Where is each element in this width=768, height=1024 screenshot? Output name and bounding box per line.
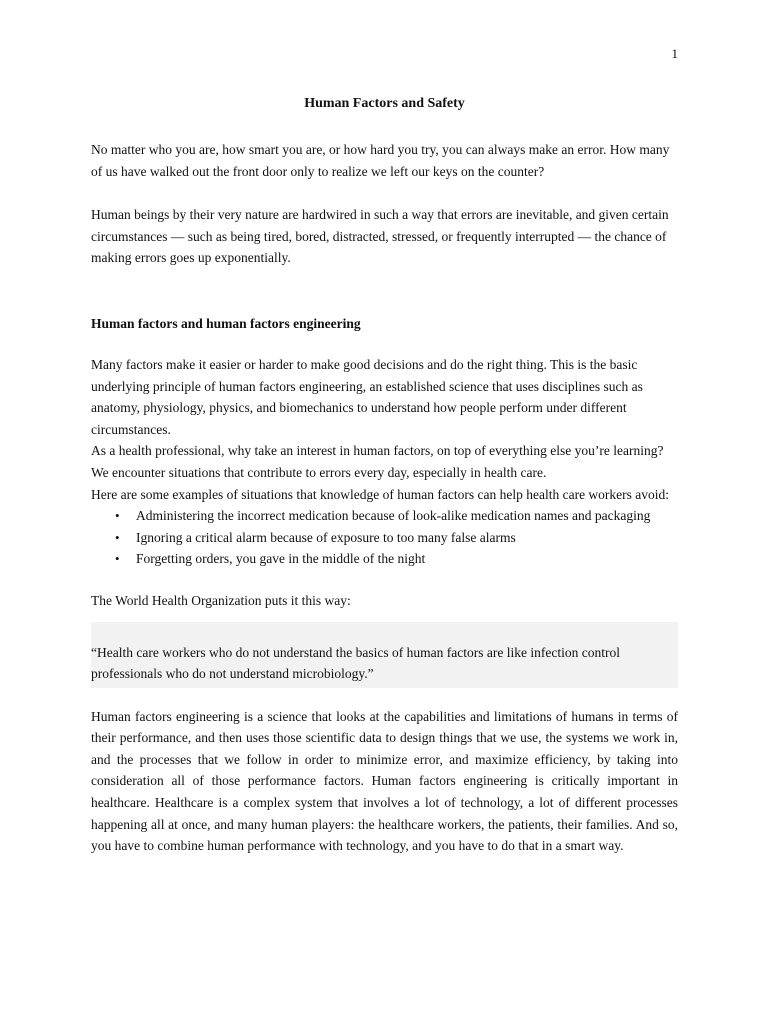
section-paragraph-2: As a health professional, why take an interest in human factors, on top of everything else you’re learning? We encounter situations that contribute to errors every day, especially in health care. (91, 443, 664, 480)
intro-paragraph-1: No matter who you are, how smart you are, or how hard you try, you can always make an error. How many of us have walked out the front door only to realize we left our keys on the counter? (91, 142, 670, 179)
list-item (115, 505, 678, 527)
list-item (115, 527, 678, 549)
document-body (91, 94, 678, 857)
page-number: 1 (671, 46, 678, 61)
section-paragraph-3: Here are some examples of situations that knowledge of human factors can help health care workers avoid: (91, 486, 670, 502)
bullet-icon: • (115, 551, 120, 567)
section-heading: Human factors and human factors engineering (91, 315, 361, 331)
section-paragraph-1: Many factors make it easier or harder to make good decisions and do the right thing. This is the basic underlying principle of human factors engineering, an established science that uses disciplines such as anatomy, physiology, physics, and biomechanics to understand how people perform under different circumstances. (91, 356, 643, 437)
who-intro-text: The World Health Organization puts it this way: (91, 592, 351, 608)
list-item-text: Ignoring a critical alarm because of exposure to too many false alarms (136, 529, 516, 545)
intro-paragraph-2: Human beings by their very nature are hardwired in such a way that errors are inevitable, and given certain circumstances — such as being tired, bored, distracted, stressed, or frequently interrupted — the chance of making errors goes up exponentially. (91, 207, 669, 266)
final-paragraph: Human factors engineering is a science that looks at the capabilities and limitations of humans in terms of their performance, and then uses those scientific data to design things that we use, the systems we work in, and the processes that we follow in order to minimize error, and maximize efficiency, by taking into consideration all of those performance factors. Human factors engineering is critically important in healthcare. Healthcare is a complex system that involves a lot of technology, a lot of different processes happening all at once, and many human players: the healthcare workers, the patients, their families. And so, you have to combine human performance with technology, and you have to do that in a smart way. (91, 708, 678, 854)
quote-block (91, 622, 678, 688)
bullet-icon: • (115, 529, 120, 545)
list-item-text: Administering the incorrect medication because of look-alike medication names and packaging (136, 508, 651, 524)
list-item (115, 548, 678, 570)
list-item-text: Forgetting orders, you gave in the middle of the night (136, 551, 426, 567)
document-title: Human Factors and Safety (304, 96, 465, 111)
examples-list (91, 505, 678, 570)
bullet-icon: • (115, 508, 120, 524)
quote-text: “Health care workers who do not understand the basics of human factors are like infection control professionals who do not understand microbiology.” (91, 644, 620, 682)
